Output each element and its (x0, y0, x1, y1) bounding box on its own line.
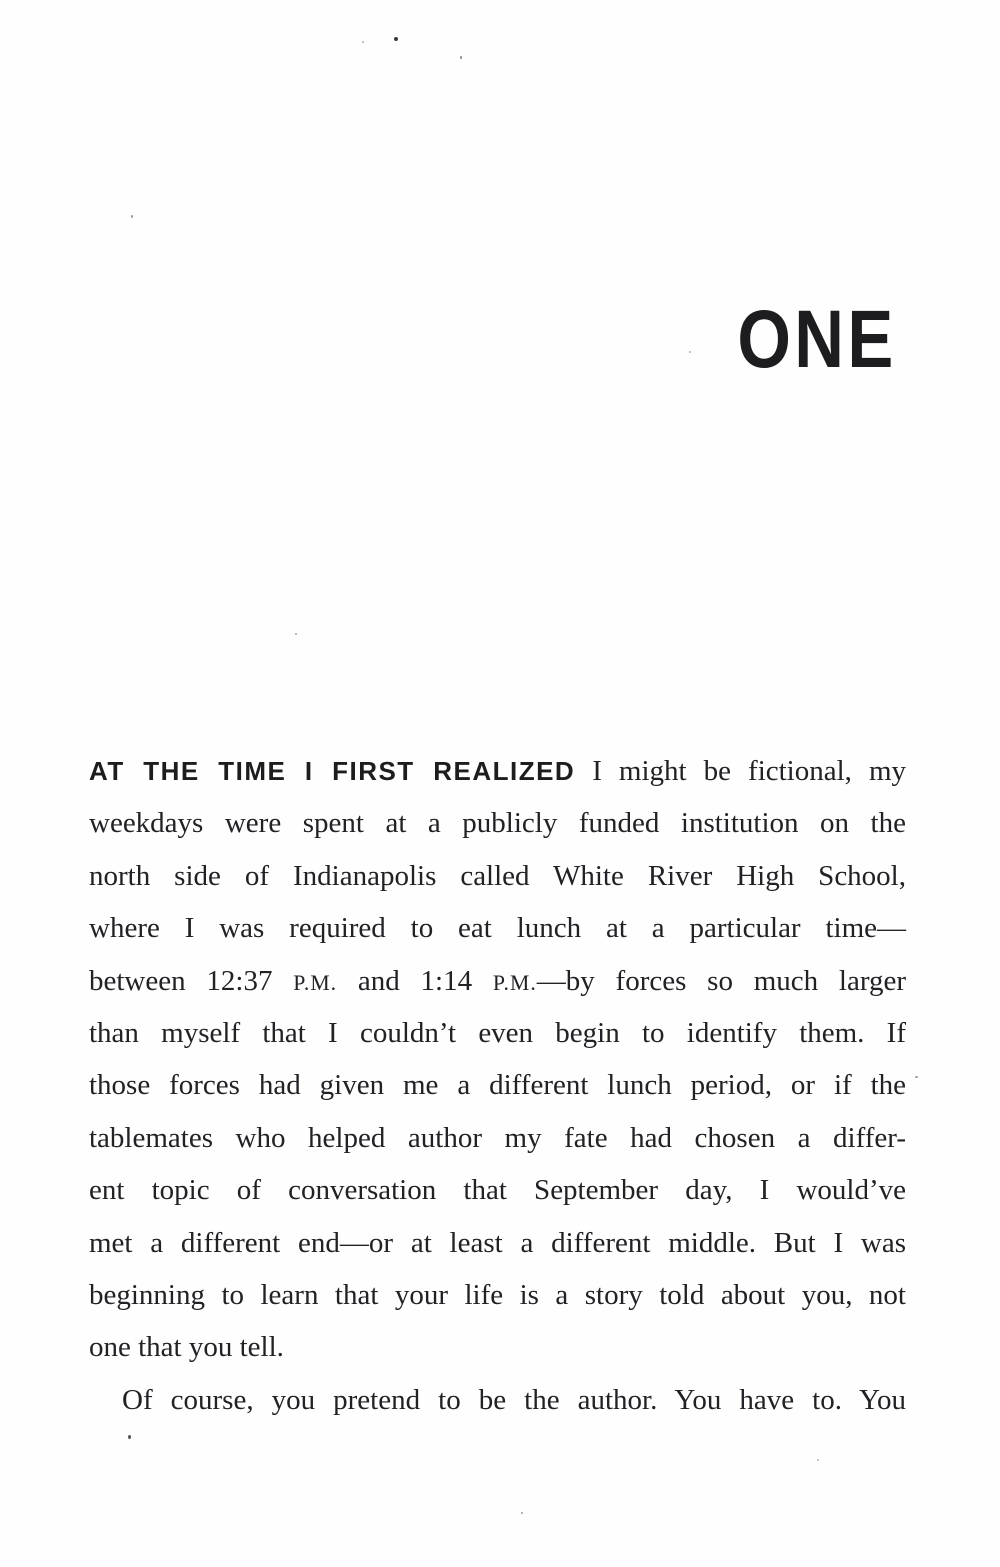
dust-speck (362, 41, 364, 43)
text-line: where I was required to eat lunch at a particular time— (89, 912, 906, 945)
text-line: those forces had given me a different lunch period, or if the (89, 1069, 906, 1102)
text-segment: between 12:37 (89, 964, 294, 997)
text-line: met a different end—or at least a different middle. But I was (89, 1226, 906, 1259)
chapter-heading: ONE (737, 294, 897, 385)
text-line: beginning to learn that your life is a story told about you, not (89, 1278, 906, 1311)
text-line: north side of Indianapolis called White River High School, (89, 859, 906, 892)
text-line-rest: I might be fictional, my (575, 755, 907, 787)
dust-speck (131, 215, 133, 218)
dust-speck (689, 351, 691, 353)
text-segment: and 1:14 (337, 964, 493, 997)
paragraph-lead-in: AT THE TIME I FIRST REALIZED (89, 756, 576, 786)
text-line: weekdays were spent at a publicly funded institution on the (89, 807, 906, 840)
small-caps-pm: P.M. (293, 970, 338, 995)
text-line: Of course, you pretend to be the author. You have to. You (122, 1383, 906, 1416)
text-line: one that you tell. (89, 1331, 284, 1364)
dust-speck (394, 37, 398, 41)
dust-speck (817, 1459, 819, 1461)
dust-speck (915, 1076, 918, 1078)
text-line: than myself that I couldn’t even begin to identify them. If (89, 1016, 906, 1049)
dust-speck (521, 1512, 523, 1514)
text-segment: —by forces so much larger (536, 964, 907, 997)
text-line: ent topic of conversation that September day, I would’ve (89, 1174, 906, 1207)
dust-speck (128, 1435, 131, 1439)
text-line (89, 955, 906, 1007)
text-line (89, 745, 906, 797)
small-caps-pm: P.M. (492, 970, 537, 995)
text-line: tablemates who helped author my fate had chosen a differ- (89, 1121, 906, 1154)
dust-speck (295, 633, 297, 635)
body-text-block (89, 745, 906, 1426)
dust-speck (460, 56, 462, 59)
